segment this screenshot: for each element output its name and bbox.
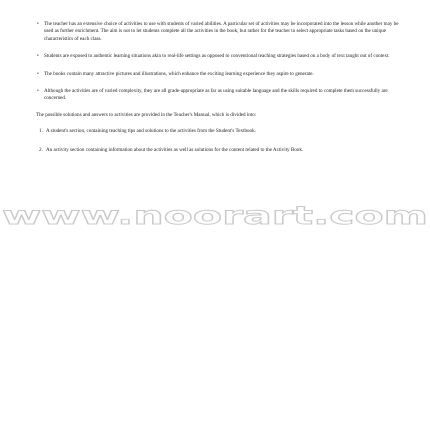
bullet-text: The teacher has an extensive choice of activities to use with students of varied abilities. A particular set of activities may be incorporated into the lesson while another may be used as further enrichment. The aim is not to let students complete all the activities in the book, but rather for the teacher to select appropriate tasks based on the unique characteristics of each class. [44, 21, 399, 42]
numbered-mark: 1. [39, 128, 43, 135]
numbered-item [39, 147, 401, 154]
bullet-mark: • [37, 21, 39, 27]
bullet-item [36, 53, 401, 60]
document-page [36, 21, 401, 165]
intro-paragraph: The possible solutions and answers to activities are provided in the Teacher's Manual, which is divided into: [36, 111, 257, 118]
watermark-text: www.noorart.com [2, 205, 428, 229]
bullet-text: Students are exposed to authentic learning situations akin to real-life settings as opposed to conventional teaching strategies based on a body of text taught out of context. [44, 53, 390, 60]
numbered-item [39, 128, 401, 135]
numbered-text: An activity section containing information about the activities as well as solutions for the content related to the Activity Book. [46, 146, 304, 153]
watermark [0, 205, 430, 229]
bullet-item [36, 71, 401, 78]
bullet-mark: • [37, 88, 39, 95]
bullet-text: Although the activities are of varied complexity, they are all grade-appropriate as far as using suitable language and the skills required to complete them successfully are concerned. [44, 88, 388, 102]
bullet-text: The books contain many attractive pictures and illustrations, which enhance the exciting learning experience they aspire to generate. [44, 70, 314, 77]
bullet-mark: • [37, 53, 39, 60]
bullet-item [36, 88, 401, 103]
bullet-mark: • [37, 70, 39, 77]
watermark-graphic [0, 205, 430, 229]
bullet-item [36, 21, 401, 43]
numbered-text: A student's section, containing teaching tips and solutions to the activities from the Student's Textbook. [46, 128, 256, 135]
numbered-mark: 2. [39, 146, 43, 153]
